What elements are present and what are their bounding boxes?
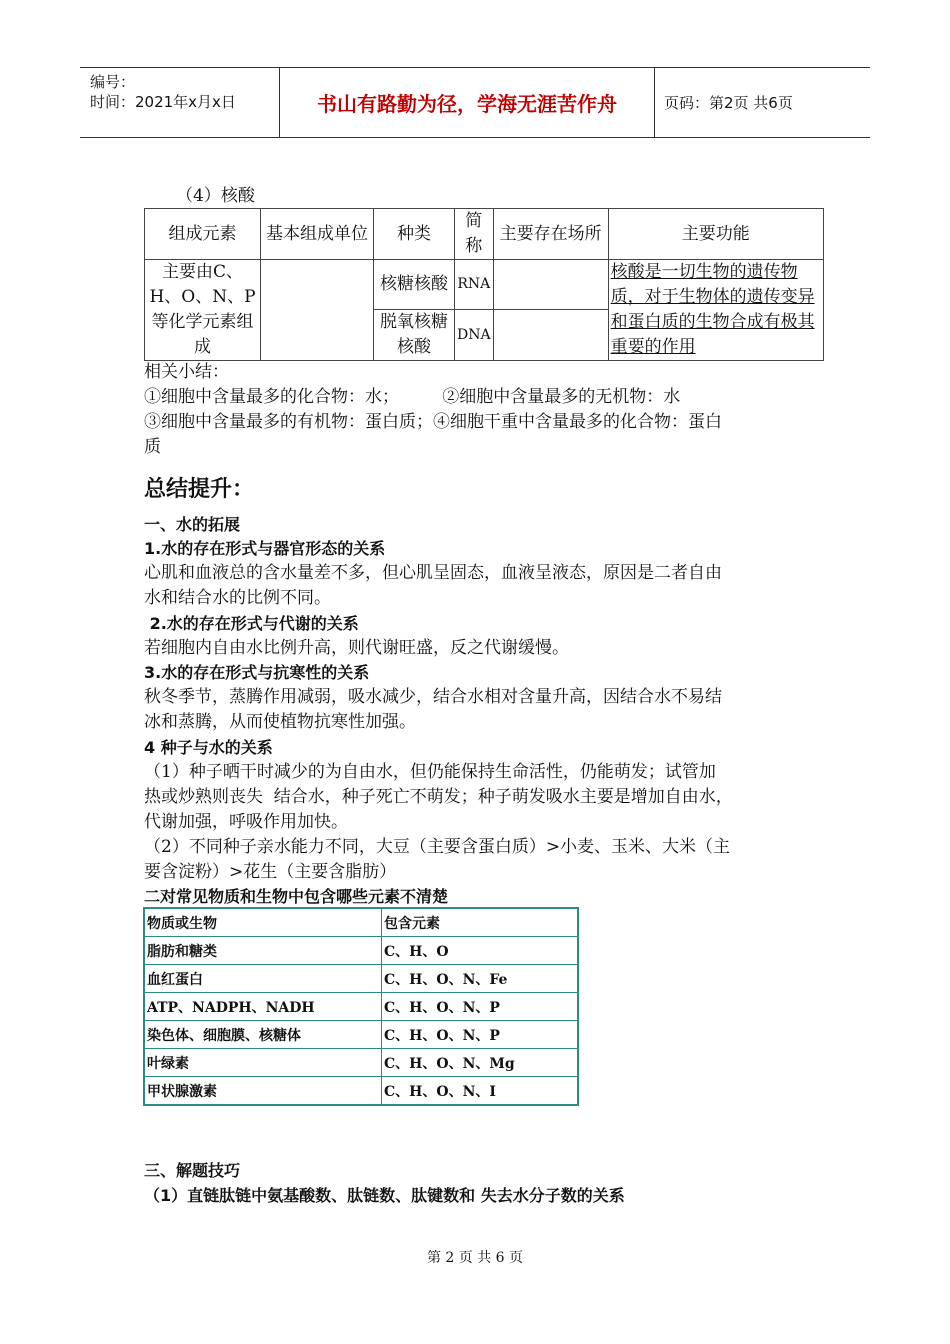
water-heading-4: 4 种子与水的关系 [144, 738, 273, 757]
table-row [144, 937, 578, 965]
header-cell: 主要功能 [608, 209, 823, 260]
table-header-row [145, 209, 824, 260]
header-cell: 种类 [374, 209, 455, 260]
unit-cell [261, 260, 374, 361]
water-heading-2: 2.水的存在形式与代谢的关系 [144, 614, 359, 633]
tips-title: 三、解题技巧 [144, 1161, 241, 1180]
substance-cell: 脂肪和糖类 [144, 937, 382, 965]
page-header [80, 67, 870, 138]
water-paragraph: 冰和蒸腾，从而使植物抗寒性加强。 [144, 712, 416, 732]
water-paragraph: 热或炒熟则丧失 结合水，种子死亡不萌发；种子萌发吸水主要是增加自由水， [144, 787, 733, 807]
location-cell [493, 310, 608, 361]
water-title: 一、水的拓展 [144, 515, 241, 534]
water-heading-1: 1.水的存在形式与器官形态的关系 [144, 539, 386, 558]
water-paragraph: 心肌和血液总的含水量差不多，但心肌呈固态，血液呈液态，原因是二者自由 [144, 563, 722, 583]
elements-cell: C、H、O、N、Fe [382, 965, 579, 993]
table-row [145, 260, 824, 310]
header-cell: 组成元素 [145, 209, 261, 260]
water-paragraph: （1）种子晒干时减少的为自由水，但仍能保持生命活性，仍能萌发；试管加 [144, 762, 716, 782]
header-meta [80, 68, 280, 137]
substance-cell: 甲状腺激素 [144, 1077, 382, 1106]
water-paragraph: 水和结合水的比例不同。 [144, 588, 331, 608]
substance-cell: ATP、NADPH、NADH [144, 993, 382, 1021]
date-label: 时间：2021年x月x日 [90, 93, 236, 111]
tips-subheading: （1）直链肽链中氨基酸数、肽链数、肽键数和 失去水分子数的关系 [144, 1186, 625, 1205]
table-row [144, 1077, 578, 1106]
water-paragraph: 代谢加强，呼吸作用加快。 [144, 812, 348, 832]
elements-cell: 主要由C、H、O、N、P等化学元素组成 [145, 260, 261, 361]
summary-line: 质 [144, 437, 161, 457]
elements-title: 二对常见物质和生物中包含哪些元素不清楚 [144, 887, 449, 906]
table-row [144, 965, 578, 993]
summary-line: ①细胞中含量最多的化合物：水； ②细胞中含量最多的无机物：水 [144, 387, 681, 407]
nucleic-acid-table [144, 208, 824, 361]
water-paragraph: 秋冬季节，蒸腾作用减弱，吸水减少，结合水相对含量升高，因结合水不易结 [144, 687, 722, 707]
table-row [144, 1021, 578, 1049]
header-cell: 物质或生物 [144, 908, 382, 937]
elements-cell: C、H、O、N、P [382, 1021, 579, 1049]
elements-cell: C、H、O、N、P [382, 993, 579, 1021]
section-title: 总结提升： [144, 477, 255, 502]
substance-cell: 叶绿素 [144, 1049, 382, 1077]
header-cell: 基本组成单位 [261, 209, 374, 260]
substance-cell: 血红蛋白 [144, 965, 382, 993]
location-cell [493, 260, 608, 310]
type-cell: 脱氧核糖核酸 [374, 310, 455, 361]
table-row [144, 1049, 578, 1077]
elements-table [143, 907, 579, 1106]
table-row [144, 993, 578, 1021]
number-label: 编号： [90, 73, 136, 91]
type-cell: 核糖核酸 [374, 260, 455, 310]
header-cell: 包含元素 [382, 908, 579, 937]
function-cell: 核酸是一切生物的遗传物质，对于生物体的遗传变异和蛋白质的生物合成有极其重要的作用 [608, 260, 823, 361]
summary-line: ③细胞中含量最多的有机物：蛋白质；④细胞干重中含量最多的化合物：蛋白 [144, 412, 722, 432]
nucleic-heading: （4）核酸 [176, 186, 255, 206]
header-cell: 简称 [455, 209, 494, 260]
elements-cell: C、H、O、N、Ⅰ [382, 1077, 579, 1106]
elements-cell: C、H、O [382, 937, 579, 965]
water-paragraph: 要含淀粉）>花生（主要含脂肪） [144, 862, 397, 882]
elements-cell: C、H、O、N、Mg [382, 1049, 579, 1077]
water-paragraph: （2）不同种子亲水能力不同，大豆（主要含蛋白质）>小麦、玉米、大米（主 [144, 837, 731, 857]
page-footer: 第 2 页 共 6 页 [426, 1250, 524, 1266]
water-paragraph: 若细胞内自由水比例升高，则代谢旺盛，反之代谢缓慢。 [144, 638, 569, 658]
summary-title: 相关小结： [144, 362, 229, 382]
header-cell: 主要存在场所 [493, 209, 608, 260]
header-page-label: 页码：第2页 共6页 [664, 94, 793, 112]
table-header-row [144, 908, 578, 937]
header-motto: 书山有路勤为径，学海无涯苦作舟 [280, 68, 655, 137]
water-heading-3: 3.水的存在形式与抗寒性的关系 [144, 663, 370, 682]
abbr-cell: RNA [455, 260, 494, 310]
abbr-cell: DNA [455, 310, 494, 361]
substance-cell: 染色体、细胞膜、核糖体 [144, 1021, 382, 1049]
